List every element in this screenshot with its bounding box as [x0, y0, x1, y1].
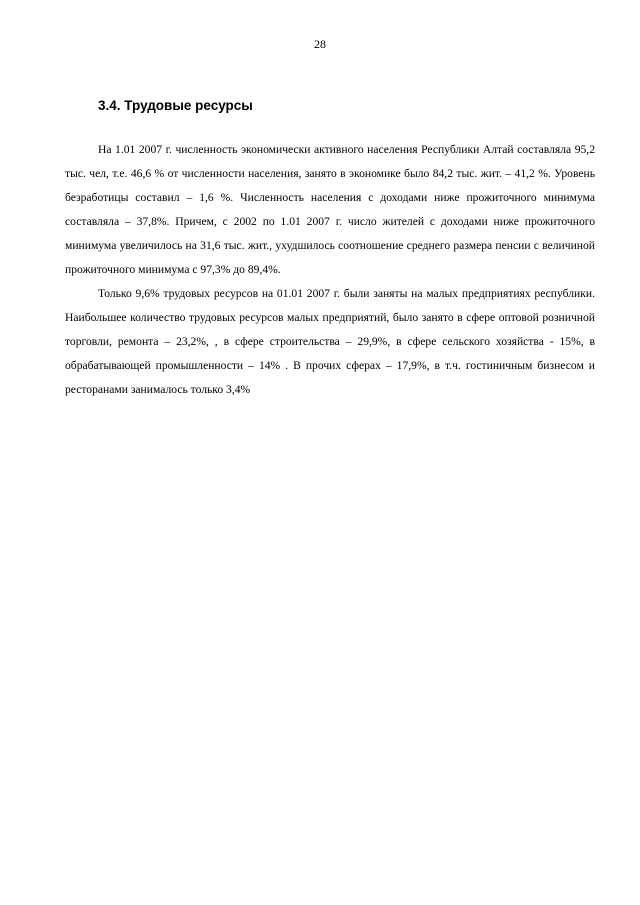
paragraph-economically-active-population: На 1.01 2007 г. численность экономически активного населения Республики Алтай составляла 95,2 тыс. чел, т.е. 46,6 % от численности населения, занято в экономике было 84,2 тыс. жит. – 41,2 %. Уровень безработицы составил – 1,6 %. Численность населения с доходами ниже прожиточного минимума составляла – 37,8%. Причем, с 2002 по 1.01 2007 г. число жителей с доходами ниже прожиточного минимума увеличилось на 31,6 тыс. жит., ухудшилось соотношение среднего размера пенсии с величиной прожиточного минимума с 97,3% до 89,4%.: [65, 143, 595, 276]
section-body: [65, 138, 595, 402]
page-number: 28: [314, 37, 326, 51]
section-heading: 3.4. Трудовые ресурсы: [98, 98, 253, 113]
paragraph-small-enterprises-employment: Только 9,6% трудовых ресурсов на 01.01 2007 г. были заняты на малых предприятиях республики. Наибольшее количество трудовых ресурсов малых предприятий, было занято в сфере оптовой розничной торговли, ремонта – 23,2%, , в сфере строительства – 29,9%, в сфере сельского хозяйства - 15%, в обрабатывающей промышленности – 14% . В прочих сферах – 17,9%, в т.ч. гостиничным бизнесом и ресторанами занималось только 3,4%: [65, 287, 595, 396]
